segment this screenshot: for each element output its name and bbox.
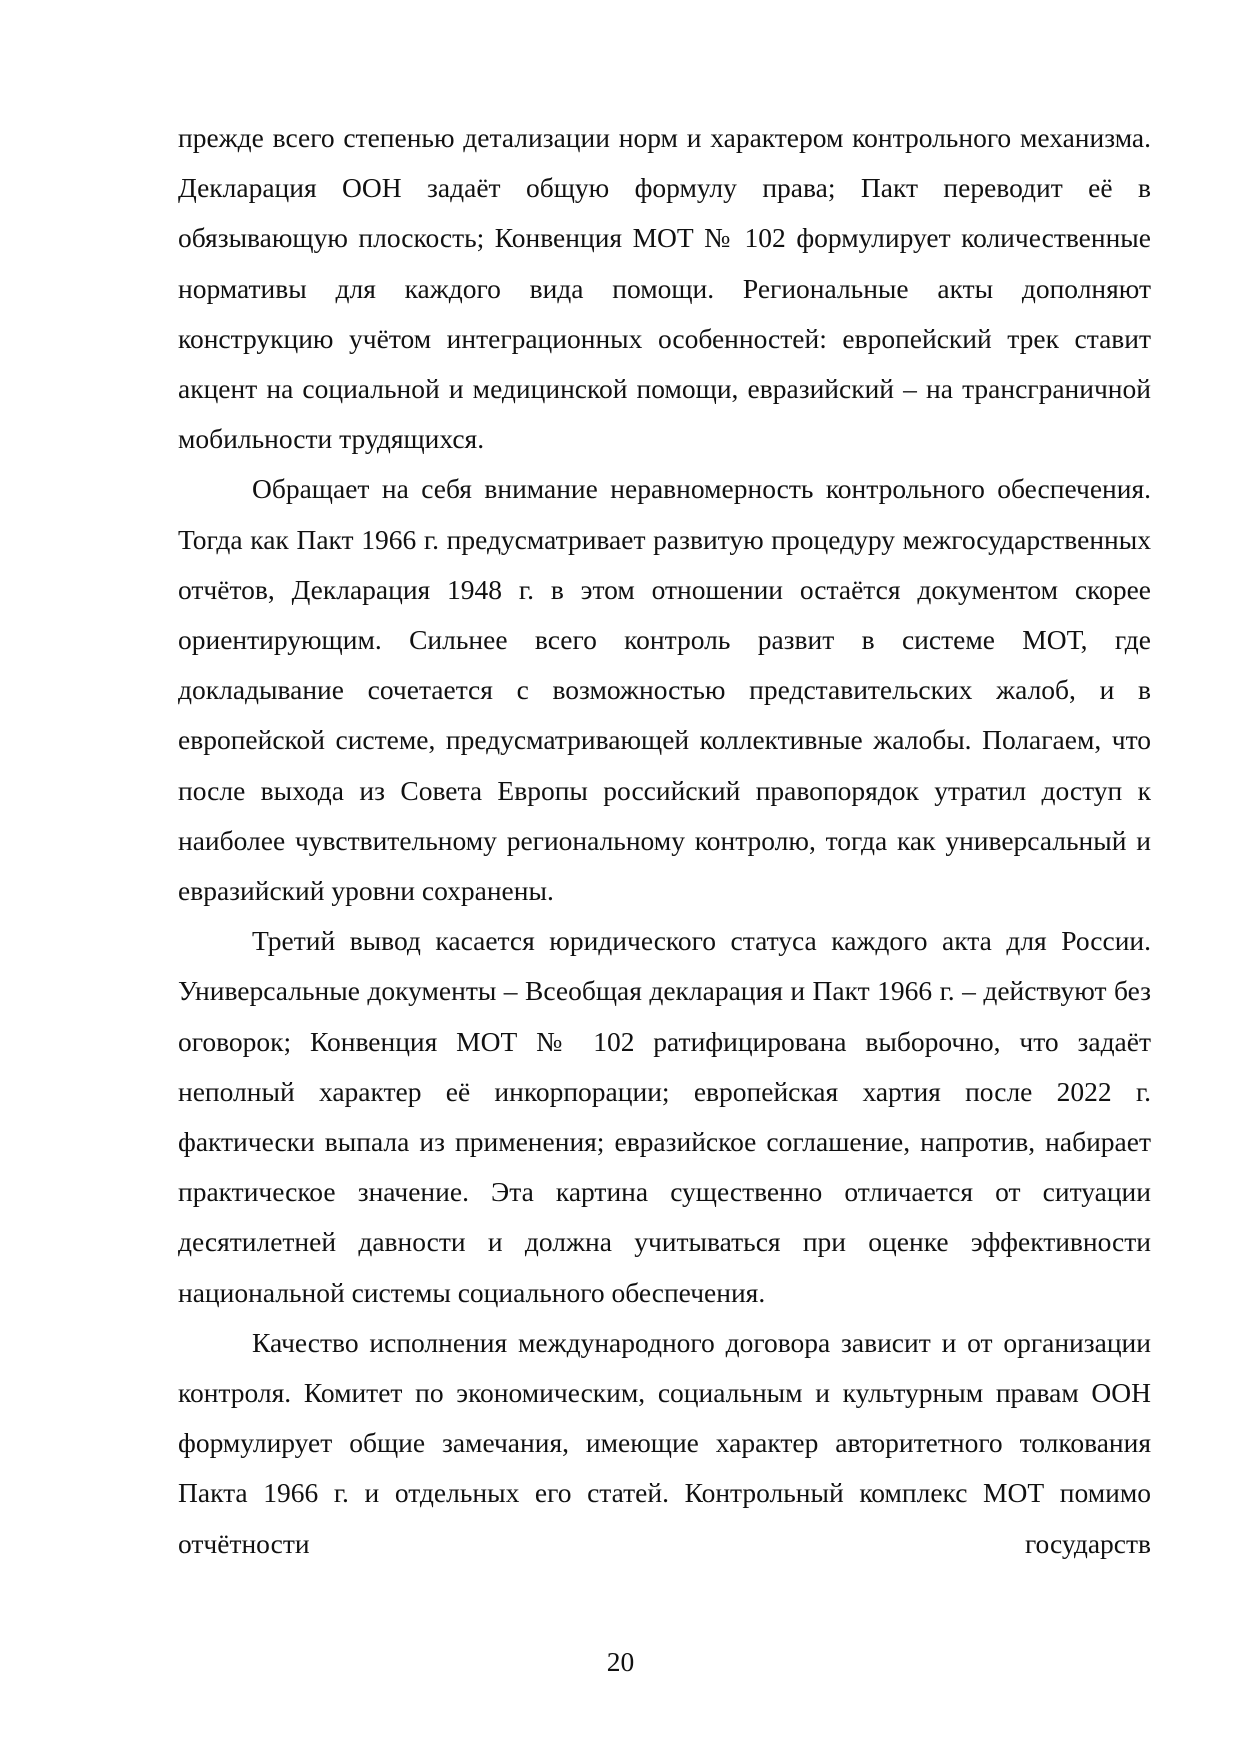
paragraph-4: Качество исполнения международного договора зависит и от организации контроля. Комитет по экономическим, социальным и культурным правам ООН формулирует общие замечания, имеющие характер авторитетного толкования Пакта 1966 г. и отдельных его статей. Контрольный комплекс МОТ помимо отчётности государств — [178, 1326, 1151, 1559]
page-number: 20 — [606, 1646, 635, 1677]
paragraph-2: Обращает на себя внимание неравномерность контрольного обеспечения. Тогда как Пакт 1966 г. предусматривает развитую процедуру межгосударственных отчётов, Декларация 1948 г. в этом отношении остаётся документом скорее ориентирующим. Сильнее всего контроль развит в системе МОТ, где докладывание сочетается с возможностью представительских жалоб, и в европейской системе, предусматривающей коллективные жалобы. Полагаем, что после выхода из Совета Европы российский правопорядок утратил доступ к наиболее чувствительному региональному контролю, тогда как универсальный и евразийский уровни сохранены. — [178, 473, 1151, 907]
paragraph-3: Третий вывод касается юридического статуса каждого акта для России. Универсальные документы – Всеобщая декларация и Пакт 1966 г. – действуют без оговорок; Конвенция МОТ № 102 ратифицирована выборочно, что задаёт неполный характер её инкорпорации; европейская хартия после 2022 г. фактически выпала из применения; евразийское соглашение, напротив, набирает практическое значение. Эта картина существенно отличается от ситуации десятилетней давности и должна учитываться при оценке эффективности национальной системы социального обеспечения. — [178, 925, 1151, 1308]
body-text — [178, 113, 1151, 1569]
paragraph-1: прежде всего степенью детализации норм и характером контрольного механизма. Декларация ООН задаёт общую формулу права; Пакт переводит её в обязывающую плоскость; Конвенция МОТ № 102 формулирует количественные нормативы для каждого вида помощи. Региональные акты дополняют конструкцию учётом интеграционных особенностей: европейский трек ставит акцент на социальной и медицинской помощи, евразийский – на трансграничной мобильности трудящихся. — [178, 122, 1151, 455]
